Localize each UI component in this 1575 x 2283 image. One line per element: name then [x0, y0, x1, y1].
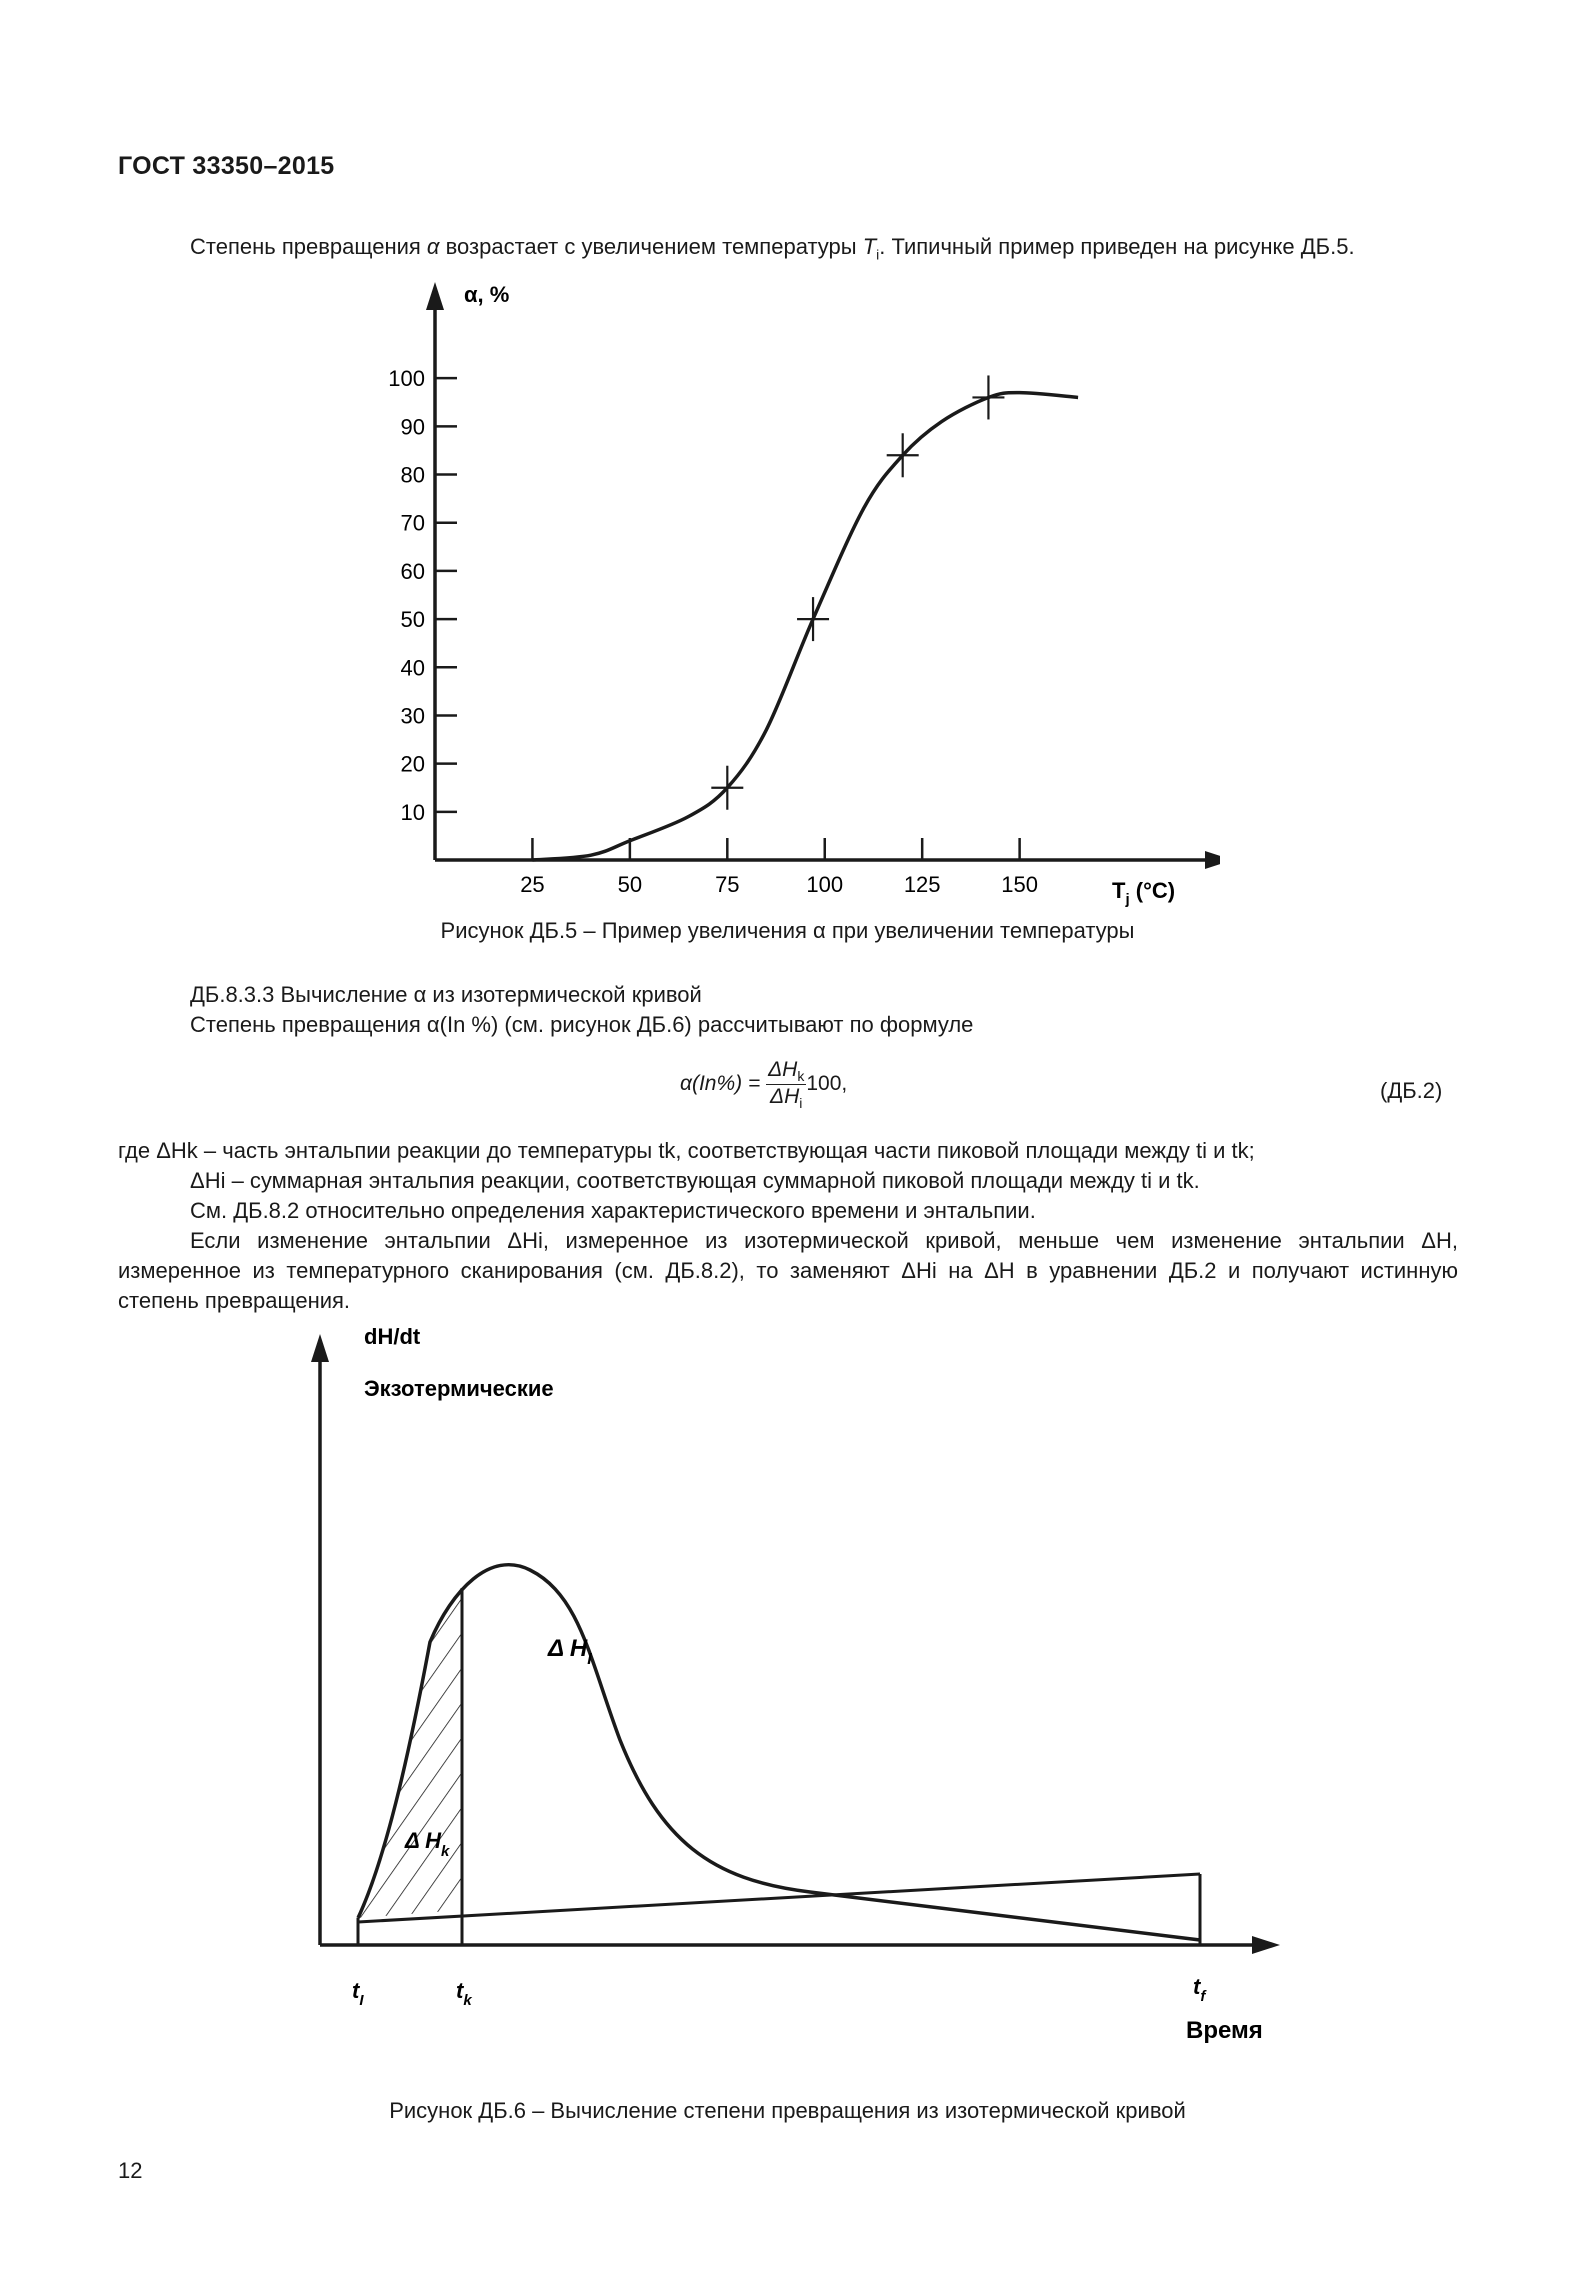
formula-db2 — [680, 1058, 847, 1111]
formula-numerator — [766, 1058, 806, 1085]
figure-6-peak-curve — [358, 1565, 1200, 1940]
figure-6-ti-label — [352, 1978, 364, 2009]
figure-6-area-total-label — [547, 1635, 592, 1668]
where-line-1: где ΔHk – часть энтальпии реакции до температуры tk, соответствующая части пиковой площади между ti и tk; — [118, 1138, 1255, 1163]
figure-5-y-tick-label: 70 — [400, 510, 425, 536]
intro-text-1: Степень превращения — [190, 234, 427, 259]
figure-5-x-tick-label: 50 — [617, 872, 643, 897]
figure-6-area-partial-sub: k — [440, 1843, 450, 1860]
formula-numerator-text: ΔH — [768, 1058, 798, 1081]
figure-6-area-partial-text: Δ H — [405, 1828, 441, 1853]
intro-paragraph — [190, 232, 1355, 269]
figure-5-y-tick-label: 40 — [400, 655, 425, 681]
figure-5-y-tick-label: 10 — [400, 799, 425, 825]
figure-6-caption: Рисунок ДБ.6 – Вычисление степени превращения из изотермической кривой — [389, 2098, 1186, 2123]
figure-5-chart — [340, 270, 1220, 910]
figure-5-x-tick-label: 150 — [1001, 872, 1038, 897]
intro-text-3: . Типичный пример приведен на рисунке ДБ.5. — [879, 234, 1355, 259]
formula-denominator — [766, 1085, 806, 1111]
figure-5-y-tick-label: 20 — [400, 751, 425, 777]
figure-5-y-tick-label: 80 — [400, 462, 425, 488]
section-body: Степень превращения α(In %) (см. рисунок ДБ.6) рассчитывают по формуле — [190, 1012, 974, 1037]
where-line-3: См. ДБ.8.2 относительно определения характеристического времени и энтальпии. — [190, 1198, 1036, 1223]
figure-5-caption: Рисунок ДБ.5 – Пример увеличения α при увеличении температуры — [440, 918, 1135, 943]
figure-5-y-tick-label: 30 — [400, 703, 425, 729]
intro-text-2: возрастает с увеличением температуры — [439, 234, 863, 259]
formula-fraction — [766, 1058, 806, 1111]
figure-5-x-label-unit: (°С) — [1129, 878, 1176, 903]
figure-5-x-label — [1112, 878, 1175, 908]
where-line-2: ΔHi – суммарная энтальпия реакции, соответствующая суммарной пиковой площади между ti и tk. — [190, 1168, 1200, 1193]
figure-5-axes — [426, 282, 1220, 869]
figure-5-y-tick-label: 60 — [400, 558, 425, 584]
figure-5-x-ticks — [520, 838, 1038, 897]
figure-5-y-label: α, % — [464, 282, 510, 307]
figure-5-markers — [711, 375, 1004, 809]
figure-6-baseline — [358, 1874, 1200, 1922]
figure-6-area-total-text: Δ H — [548, 1635, 588, 1662]
figure-6-tk-label — [456, 1978, 472, 2009]
formula-number: (ДБ.2) — [1380, 1078, 1443, 1103]
intro-alpha: α — [426, 234, 440, 259]
figure-6-ti-sub: I — [359, 1992, 364, 2009]
figure-5-x-label-sub: j — [1125, 891, 1130, 908]
figure-5-x-label-T: T — [1112, 878, 1126, 903]
document-header: ГОСТ 33350–2015 — [118, 152, 335, 180]
figure-5-x-tick-label: 25 — [520, 872, 545, 897]
figure-5-x-tick-label: 100 — [806, 872, 844, 897]
figure-6-exo-label: Экзотермические — [364, 1376, 554, 1401]
figure-6-tf-sub: f — [1200, 1988, 1206, 2005]
figure-6-tf-text: t — [1193, 1974, 1201, 1999]
figure-5-x-tick-label: 75 — [715, 872, 740, 897]
figure-6-tf-label — [1193, 1974, 1207, 2005]
section-title: ДБ.8.3.3 Вычисление α из изотермической кривой — [190, 982, 702, 1007]
figure-5-curve — [532, 393, 1078, 860]
figure-6-hatched-area — [358, 1588, 462, 1918]
figure-6-x-arrow — [1252, 1936, 1280, 1954]
intro-T: T — [862, 234, 877, 259]
formula-lhs: α(In%) = — [680, 1072, 761, 1096]
figure-6-tk-sub: k — [463, 1992, 472, 2009]
figure-5-y-tick-label: 100 — [388, 366, 425, 392]
figure-6-area-total-sub: I — [587, 1651, 592, 1668]
figure-6-y-label: dH/dt — [364, 1324, 421, 1349]
formula-denominator-text: ΔH — [770, 1085, 800, 1109]
figure-5-y-arrow — [426, 282, 444, 310]
figure-6-y-arrow — [311, 1334, 329, 1362]
where-line-4: Если изменение энтальпии ΔHi, измеренное из изотермической кривой, меньше чем изменение энтальпии ΔH, измеренное из температурного сканирования (см. ДБ.8.2), то заменяют ΔHi на ΔH в уравнении ДБ.2 и получают истинную степень превращения. — [118, 1228, 1458, 1313]
page-number: 12 — [118, 2158, 143, 2183]
figure-6-x-label: Время — [1186, 2017, 1263, 2044]
figure-6-tk-text: t — [456, 1978, 464, 2003]
figure-5-x-tick-label: 125 — [903, 872, 941, 897]
formula-numerator-sub: k — [797, 1068, 805, 1085]
figure-5-y-tick-label: 50 — [400, 607, 425, 633]
figure-6-ti-text: t — [352, 1978, 360, 2003]
intro-T-sub: i — [876, 246, 880, 263]
figure-5-x-arrow — [1205, 851, 1220, 869]
figure-5-y-ticks — [388, 366, 457, 825]
formula-denominator-sub: i — [799, 1095, 803, 1112]
figure-6-diagram — [290, 1320, 1310, 2080]
figure-5-y-tick-label: 90 — [400, 414, 425, 440]
formula-factor: 100, — [806, 1072, 848, 1096]
